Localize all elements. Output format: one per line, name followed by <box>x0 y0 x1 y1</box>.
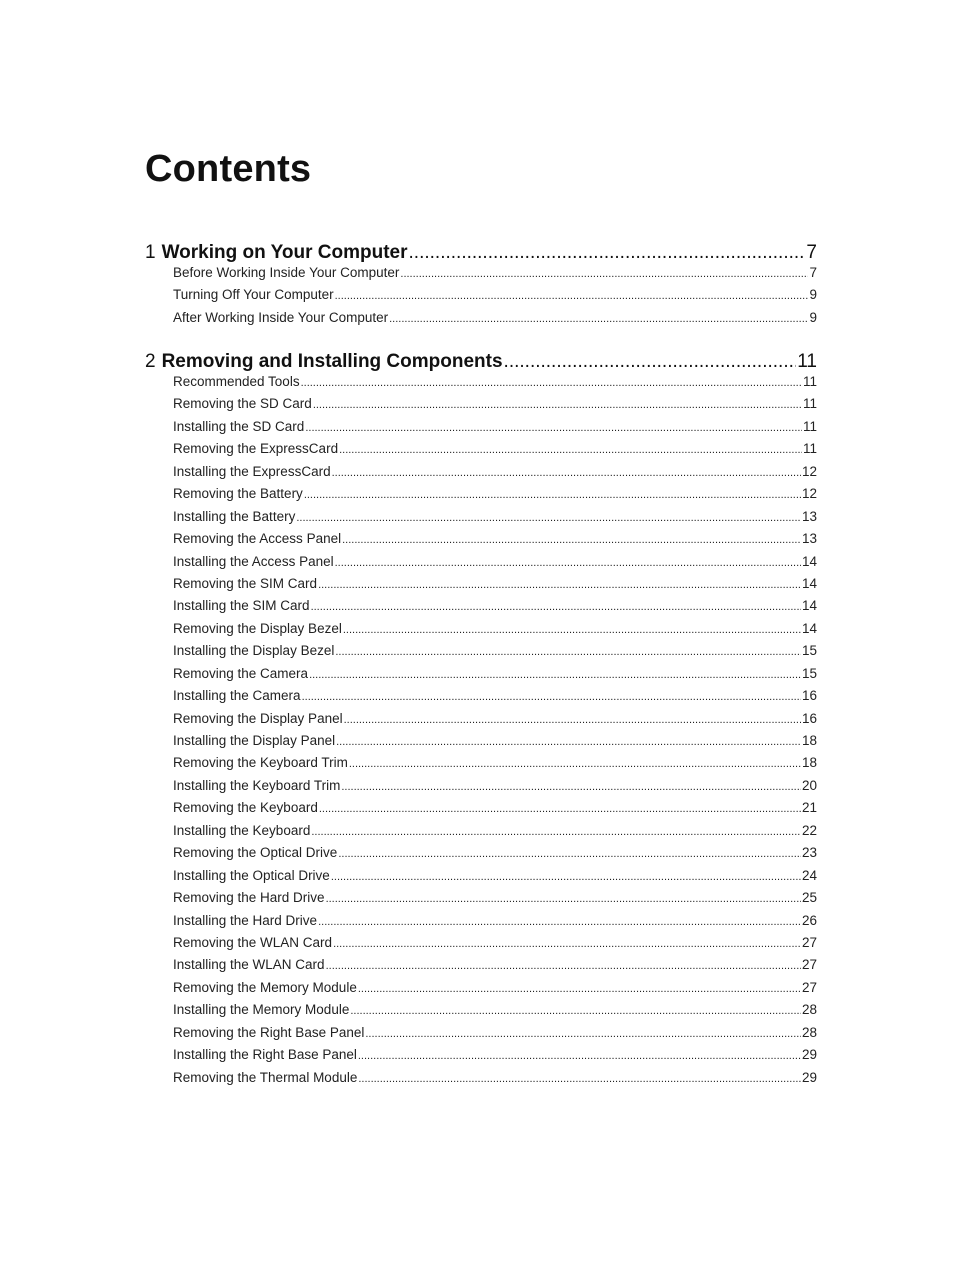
toc-entry-page-number: 18 <box>801 733 817 748</box>
toc-entry-label: Removing the Memory Module <box>173 979 357 995</box>
toc-entry-label: Removing the Keyboard Trim <box>173 755 348 771</box>
dot-leader <box>358 1073 801 1085</box>
toc-entry-label: Removing the Camera <box>173 665 309 681</box>
dot-leader <box>304 489 801 501</box>
toc-entry[interactable] <box>173 890 817 912</box>
toc-entry-label: Installing the Battery <box>173 508 296 524</box>
toc-entry-page-number: 27 <box>801 979 817 995</box>
chapter-number: 2 <box>145 351 156 372</box>
dot-leader <box>342 534 801 546</box>
toc-entry-page-number: 14 <box>801 575 817 591</box>
toc-entry[interactable] <box>173 531 817 553</box>
toc-entry-page-number: 28 <box>801 1002 817 1018</box>
dot-leader <box>301 377 802 389</box>
toc-entry-page-number: 15 <box>801 643 817 659</box>
toc-entry-label: Removing the Optical Drive <box>173 845 338 861</box>
toc-entry-page-number: 27 <box>801 957 817 973</box>
toc-entry-label: Removing the SD Card <box>173 396 312 412</box>
dot-leader <box>389 313 808 325</box>
toc-entry-page-number: 14 <box>801 553 817 569</box>
toc-entry[interactable] <box>173 441 817 463</box>
toc-entry-label: Removing the Keyboard <box>173 800 318 816</box>
toc-entry-label: Installing the Optical Drive <box>173 867 330 883</box>
toc-entry-label: Removing the Right Base Panel <box>173 1024 365 1040</box>
toc-entry[interactable] <box>173 1070 817 1092</box>
dot-leader <box>319 803 801 815</box>
toc-entry-label: Installing the Access Panel <box>173 553 334 569</box>
toc-entry-page-number: 26 <box>801 912 817 928</box>
toc-entry-label: Removing the SIM Card <box>173 575 318 591</box>
dot-leader <box>344 714 801 726</box>
dot-leader <box>338 848 801 860</box>
toc-entry-label: Installing the Memory Module <box>173 1002 350 1018</box>
chapter-title: Removing and Installing Components <box>161 351 503 372</box>
toc-entry-page-number: 11 <box>802 418 817 434</box>
toc-entry[interactable] <box>173 1002 817 1024</box>
toc-entry[interactable] <box>173 913 817 935</box>
dot-leader <box>311 826 801 838</box>
dot-leader <box>335 646 801 658</box>
dot-leader <box>343 624 801 636</box>
toc-entry[interactable] <box>173 265 817 287</box>
dot-leader <box>296 512 801 524</box>
toc-entry-page-number: 18 <box>801 755 817 771</box>
chapter-title: Working on Your Computer <box>161 242 408 263</box>
toc-entry-label: Installing the Keyboard Trim <box>173 777 341 793</box>
dot-leader <box>305 422 802 434</box>
dot-leader <box>358 983 801 995</box>
toc-entry-label: Installing the ExpressCard <box>173 463 331 479</box>
toc-entry-label: Installing the Hard Drive <box>173 912 318 928</box>
toc-entry-label: Removing the Thermal Module <box>173 1069 358 1085</box>
toc-chapter-1[interactable] <box>145 242 817 264</box>
toc-entry-page-number: 7 <box>809 265 817 280</box>
toc-entry-page-number: 15 <box>801 665 817 681</box>
dot-leader <box>358 1050 801 1062</box>
toc-entry-page-number: 16 <box>801 710 817 726</box>
toc-entry-page-number: 16 <box>801 688 817 704</box>
dot-leader <box>332 467 801 479</box>
toc-entry[interactable] <box>173 711 817 733</box>
toc-entry-page-number: 14 <box>801 598 817 614</box>
toc-entry[interactable] <box>173 1047 817 1069</box>
toc-entry-label: Turning Off Your Computer <box>173 287 334 303</box>
dot-leader <box>333 938 801 950</box>
toc-entry-label: Removing the Battery <box>173 486 303 502</box>
toc-entry-label: Before Working Inside Your Computer <box>173 265 400 280</box>
toc-entry[interactable] <box>173 755 817 777</box>
toc-entry[interactable] <box>173 310 817 332</box>
dot-leader <box>409 242 806 264</box>
dot-leader <box>335 290 809 302</box>
dot-leader <box>504 351 797 373</box>
toc-entries-chapter-1 <box>173 265 817 332</box>
dot-leader <box>326 893 801 905</box>
toc-entry-label: Installing the SD Card <box>173 418 305 434</box>
toc-entry[interactable] <box>173 621 817 643</box>
toc-entry[interactable] <box>173 980 817 1002</box>
toc-entry-label: Installing the WLAN Card <box>173 957 325 973</box>
toc-entry-page-number: 29 <box>801 1047 817 1063</box>
toc-entry[interactable] <box>173 1025 817 1047</box>
toc-entry-label: Installing the Camera <box>173 688 301 704</box>
toc-entry[interactable] <box>173 287 817 309</box>
toc-entry-page-number: 28 <box>801 1024 817 1040</box>
toc-entry-label: Removing the Access Panel <box>173 531 342 547</box>
toc-entry[interactable] <box>173 464 817 486</box>
toc-entry-page-number: 11 <box>802 374 817 389</box>
toc-entry-page-number: 9 <box>809 287 817 303</box>
toc-entry-label: Removing the ExpressCard <box>173 441 339 457</box>
dot-leader <box>313 399 802 411</box>
toc-entry[interactable] <box>173 733 817 755</box>
toc-chapter-2[interactable] <box>145 351 817 373</box>
toc-entry-label: Installing the Display Panel <box>173 733 336 748</box>
toc-entry-label: Removing the Display Bezel <box>173 620 342 636</box>
dot-leader <box>349 758 801 770</box>
toc-entry-page-number: 23 <box>801 845 817 861</box>
dot-leader <box>350 1005 801 1017</box>
toc-entry[interactable] <box>173 778 817 800</box>
dot-leader <box>302 691 801 703</box>
dot-leader <box>336 736 801 748</box>
toc-entry-label: Installing the Display Bezel <box>173 643 335 659</box>
dot-leader <box>309 669 801 681</box>
toc-entry[interactable] <box>173 396 817 418</box>
dot-leader <box>331 871 801 883</box>
dot-leader <box>318 579 801 591</box>
toc-entry-page-number: 29 <box>801 1069 817 1085</box>
chapter-page-number: 7 <box>806 242 817 263</box>
toc-entry-label: Installing the Right Base Panel <box>173 1047 357 1063</box>
toc-entry-page-number: 13 <box>801 508 817 524</box>
toc-entry-label: Removing the WLAN Card <box>173 934 333 950</box>
toc-entry[interactable] <box>173 868 817 890</box>
toc-entry-page-number: 12 <box>801 486 817 502</box>
toc-entry[interactable] <box>173 554 817 576</box>
toc-entry-page-number: 13 <box>801 531 817 547</box>
toc-entry-page-number: 21 <box>801 800 817 816</box>
toc-entry[interactable] <box>173 374 817 396</box>
toc-entry-page-number: 11 <box>802 396 817 412</box>
toc-entries-chapter-2 <box>173 374 817 1092</box>
toc-entry[interactable] <box>173 688 817 710</box>
dot-leader <box>400 268 808 280</box>
toc-entry-page-number: 14 <box>801 620 817 636</box>
dot-leader <box>311 601 801 613</box>
toc-entry[interactable] <box>173 935 817 957</box>
toc-entry[interactable] <box>173 845 817 867</box>
toc-entry-label: Installing the SIM Card <box>173 598 310 614</box>
toc-entry[interactable] <box>173 419 817 441</box>
toc-entry-page-number: 9 <box>809 309 817 325</box>
toc-entry[interactable] <box>173 576 817 598</box>
dot-leader <box>341 781 801 793</box>
toc-entry-page-number: 12 <box>801 463 817 479</box>
dot-leader <box>335 557 801 569</box>
dot-leader <box>339 444 802 456</box>
toc-entry-page-number: 25 <box>801 890 817 906</box>
page-title: Contents <box>145 148 312 190</box>
chapter-number: 1 <box>145 242 156 263</box>
toc-entry[interactable] <box>173 666 817 688</box>
toc-entry-label: Installing the Keyboard <box>173 822 311 838</box>
dot-leader <box>326 960 801 972</box>
toc-entry-page-number: 24 <box>801 867 817 883</box>
toc-entry-label: Recommended Tools <box>173 374 300 389</box>
toc-entry-page-number: 27 <box>801 934 817 950</box>
toc-entry[interactable] <box>173 598 817 620</box>
toc-entry-label: Removing the Display Panel <box>173 710 343 726</box>
toc-entry[interactable] <box>173 643 817 665</box>
toc-entry[interactable] <box>173 823 817 845</box>
toc-entry[interactable] <box>173 957 817 979</box>
toc-entry[interactable] <box>173 509 817 531</box>
toc-entry-page-number: 22 <box>801 822 817 838</box>
toc-entry[interactable] <box>173 486 817 508</box>
chapter-page-number: 11 <box>797 351 817 372</box>
toc-entry-page-number: 20 <box>801 777 817 793</box>
toc-entry-label: Removing the Hard Drive <box>173 890 325 906</box>
toc-entry-page-number: 11 <box>802 441 817 457</box>
toc-entry[interactable] <box>173 800 817 822</box>
dot-leader <box>318 916 801 928</box>
dot-leader <box>365 1028 801 1040</box>
toc-entry-label: After Working Inside Your Computer <box>173 309 389 325</box>
